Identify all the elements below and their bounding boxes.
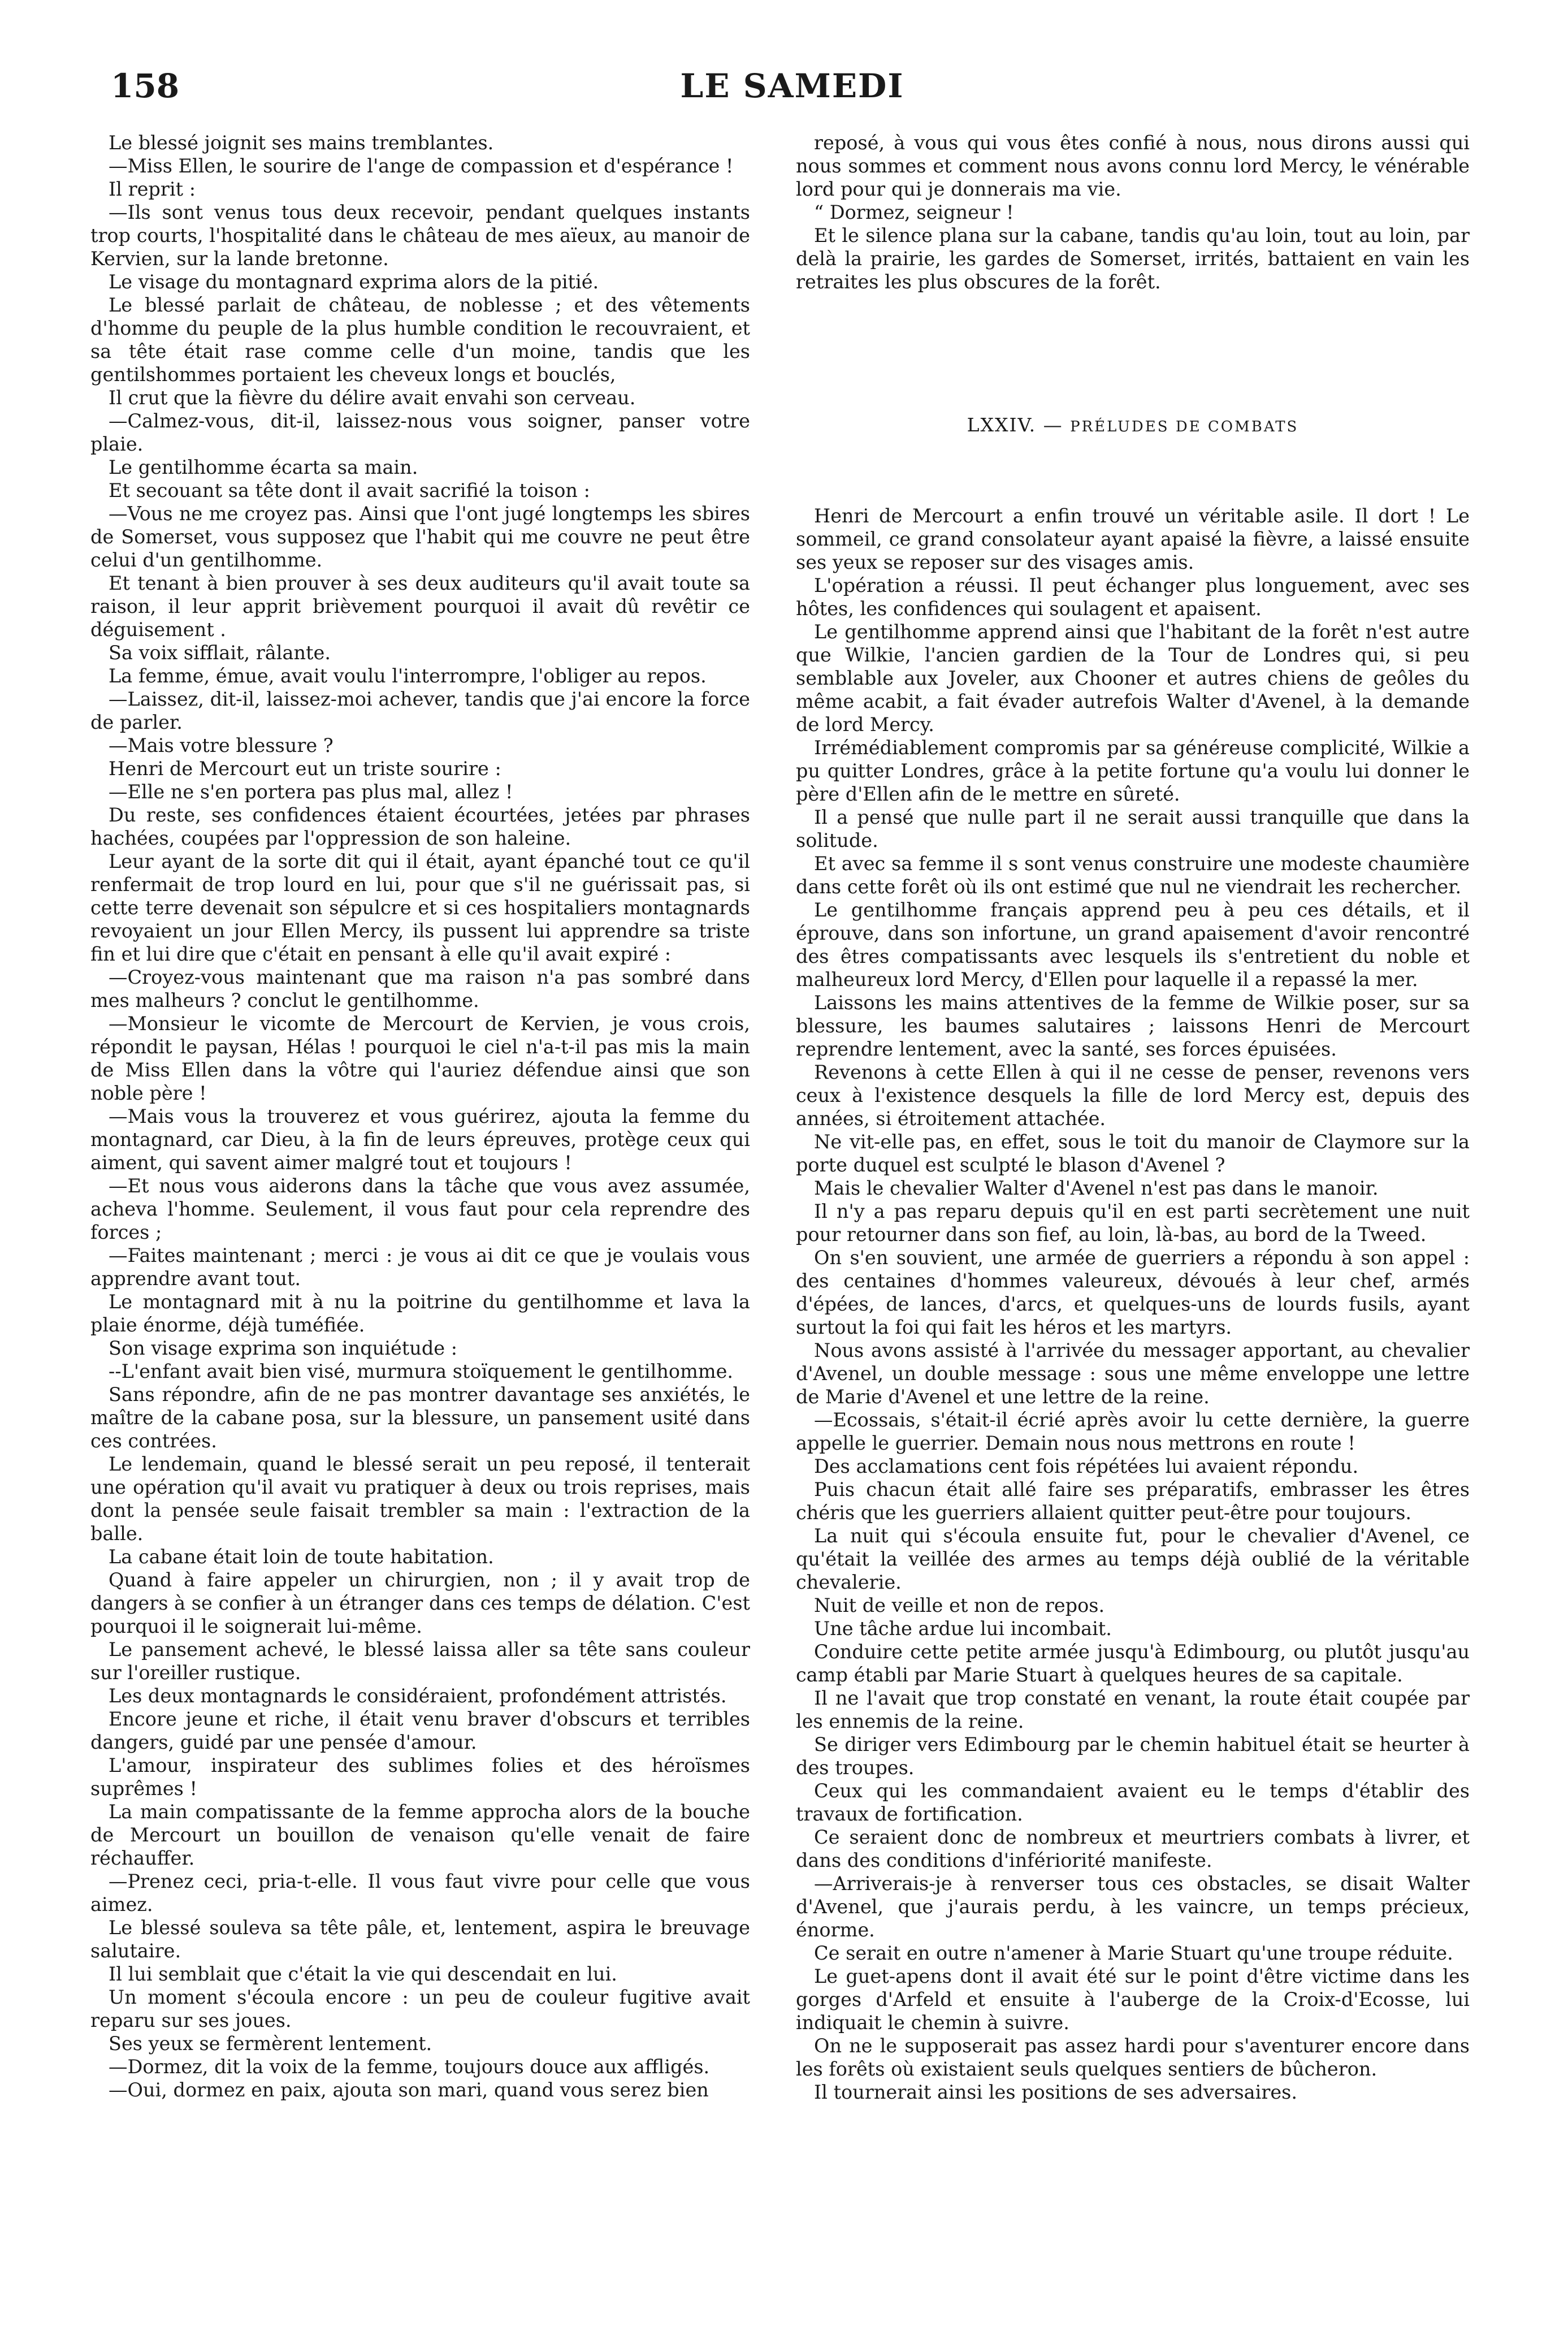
paragraph: Son visage exprima son inquiétude : [109,1337,458,1359]
paragraph: Il lui semblait que c'était la vie qui descendait en lui. [109,1963,617,1985]
paragraph: Une tâche ardue lui incombait. [814,1618,1112,1640]
paragraph: Quand à faire appeler un chirurgien, non ; il y avait trop de dangers à se confier à un étranger dans ces temps de délation. C'est pourquoi il le soignerait lui-même. [90,1569,750,1637]
paragraph: Henri de Mercourt eut un triste sourire : [109,758,501,780]
paragraph: —Elle ne s'en portera pas plus mal, allez ! [109,781,513,803]
paragraph: On ne le supposerait pas assez hardi pour s'aventurer encore dans les forêts où existaient seuls quelques sentiers de bûcheron. [796,2035,1470,2080]
paragraph: —Croyez-vous maintenant que ma raison n'a pas sombré dans mes malheurs ? conclut le gentilhomme. [90,966,750,1011]
paragraph: La nuit qui s'écoula ensuite fut, pour le chevalier d'Avenel, ce qu'était la veillée des armes au temps déjà oublié de la véritable chevalerie. [796,1525,1470,1593]
paragraph: Encore jeune et riche, il était venu braver d'obscurs et terribles dangers, guidé par une pensée d'amour. [90,1708,750,1753]
paragraph: Revenons à cette Ellen à qui il ne cesse de penser, revenons vers ceux à l'existence desquels la fille de lord Mercy est, depuis des années, si étroitement attachée. [796,1061,1470,1130]
paragraph: —Ils sont venus tous deux recevoir, pendant quelques instants trop courts, l'hospitalité dans le château de mes aïeux, au manoir de Kervien, sur la lande bretonne. [90,201,750,270]
paragraph: Le visage du montagnard exprima alors de la pitié. [109,271,599,293]
paragraph: —Vous ne me croyez pas. Ainsi que l'ont jugé longtemps les sbires de Somerset, vous supposez que l'habit qui me couvre ne peut être celui d'un gentilhomme. [90,503,750,571]
chapter-heading [796,414,1470,436]
paragraph: La femme, émue, avait voulu l'interrompre, l'obliger au repos. [109,665,707,687]
paragraph: Sa voix sifflait, râlante. [109,642,331,664]
paragraph: Et tenant à bien prouver à ses deux auditeurs qu'il avait toute sa raison, il leur apprit brièvement pourquoi il avait dû revêtir ce déguisement . [90,572,750,641]
paragraph: Henri de Mercourt a enfin trouvé un véritable asile. Il dort ! Le sommeil, ce grand consolateur ayant apaisé la fièvre, a laissé ensuite ses yeux se reposer sur des visages amis. [796,505,1470,573]
paragraph: —Laissez, dit-il, laissez-moi achever, tandis que j'ai encore la force de parler. [90,688,750,733]
paragraph: —Monsieur le vicomte de Mercourt de Kervien, je vous crois, répondit le paysan, Hélas ! pourquoi le ciel n'a-t-il pas mis la main de Miss Ellen dans la vôtre qui l'auriez défendue ainsi que son noble père ! [90,1013,750,1104]
left-text-column [90,131,750,2302]
paragraph: Ceux qui les commandaient avaient eu le temps d'établir des travaux de fortification. [796,1780,1470,1825]
paragraph: —Oui, dormez en paix, ajouta son mari, quand vous serez bien [109,2079,709,2101]
paragraph: Irrémédiablement compromis par sa généreuse complicité, Wilkie a pu quitter Londres, grâce à la petite fortune qu'a voulu lui donner le père d'Ellen afin de le mettre en sûreté. [796,737,1470,805]
paragraph: Il tournerait ainsi les positions de ses adversaires. [814,2081,1298,2103]
paragraph: —Calmez-vous, dit-il, laissez-nous vous soigner, panser votre plaie. [90,410,750,455]
paragraph: L'opération a réussi. Il peut échanger plus longuement, avec ses hôtes, les confidences qui soulagent et apaisent. [796,574,1470,620]
paragraph: —Arriverais-je à renverser tous ces obstacles, se disait Walter d'Avenel, que j'aurais perdu, à les vaincre, un temps précieux, énorme. [796,1873,1470,1941]
paragraph: Il ne l'avait que trop constaté en venant, la route était coupée par les ennemis de la reine. [796,1687,1470,1732]
paragraph: Il n'y a pas reparu depuis qu'il en est parti secrètement une nuit pour retourner dans son fief, au loin, là-bas, au bord de la Tweed. [796,1200,1470,1246]
paragraph: Le montagnard mit à nu la poitrine du gentilhomme et lava la plaie énorme, déjà tuméfiée. [90,1291,750,1336]
paragraph: Ne vit-elle pas, en effet, sous le toit du manoir de Claymore sur la porte duquel est sculpté le blason d'Avenel ? [796,1131,1470,1176]
paragraph: Un moment s'écoula encore : un peu de couleur fugitive avait reparu sur ses joues. [90,1986,750,2031]
paragraph: Le lendemain, quand le blessé serait un peu reposé, il tenterait une opération qu'il avait vu pratiquer à deux ou trois reprises, mais dont la pensée seule faisait trembler sa main : l'extraction de la balle. [90,1453,750,1545]
paragraph: —Dormez, dit la voix de la femme, toujours douce aux affligés. [109,2056,710,2078]
page-number: 158 [111,67,180,105]
paragraph: Le pansement achevé, le blessé laissa aller sa tête sans couleur sur l'oreiller rustique. [90,1638,750,1684]
paragraph: Sans répondre, afin de ne pas montrer davantage ses anxiétés, le maître de la cabane posa, sur la blessure, un pansement usité dans ces contrées. [90,1383,750,1452]
paragraph: Les deux montagnards le considéraient, profondément attristés. [109,1685,727,1707]
paragraph: Nuit de veille et non de repos. [814,1594,1105,1616]
page-header [111,67,1474,112]
paragraph: Le guet-apens dont il avait été sur le point d'être victime dans les gorges d'Arfeld et ensuite à l'auberge de la Croix-d'Ecosse, lui indiquait le chemin à suivre. [796,1965,1470,2034]
paragraph: Le gentilhomme apprend ainsi que l'habitant de la forêt n'est autre que Wilkie, l'ancien gardien de la Tour de Londres qui, si peu semblable aux Joveler, aux Chooner et autres chiens de geôles du même acabit, a fait évader autrefois Walter d'Avenel, à la demande de lord Mercy. [796,621,1470,736]
chapter-number: LXXIV. — [967,414,1063,436]
paragraph: Il reprit : [109,178,196,200]
paragraph: Il a pensé que nulle part il ne serait aussi tranquille que dans la solitude. [796,806,1470,851]
paragraph: Et avec sa femme il s sont venus construire une modeste chaumière dans cette forêt où ils ont estimé que nul ne viendrait les rechercher. [796,853,1470,898]
paragraph: Et secouant sa tête dont il avait sacrifié la toison : [109,479,590,501]
journal-title: LE SAMEDI [680,67,904,105]
paragraph: La cabane était loin de toute habitation. [109,1546,494,1568]
paragraph: —Ecossais, s'était-il écrié après avoir lu cette dernière, la guerre appelle le guerrier. Demain nous nous mettrons en route ! [796,1409,1470,1454]
paragraph: Le blessé parlait de château, de noblesse ; et des vêtements d'homme du peuple de la plus humble condition le recouvraient, et sa tête était rase comme celle d'un moine, tandis que les gentilshommes portaient les cheveux longs et bouclés, [90,294,750,386]
paragraph: Conduire cette petite armée jusqu'à Edimbourg, ou plutôt jusqu'au camp établi par Marie Stuart à quelques heures de sa capitale. [796,1641,1470,1686]
paragraph: La main compatissante de la femme approcha alors de la bouche de Mercourt un bouillon de venaison qu'elle venait de faire réchauffer. [90,1801,750,1869]
paragraph: Le blessé souleva sa tête pâle, et, lentement, aspira le breuvage salutaire. [90,1917,750,1962]
paragraph: Ce seraient donc de nombreux et meurtriers combats à livrer, et dans des conditions d'infériorité manifeste. [796,1826,1470,1871]
paragraph: Se diriger vers Edimbourg par le chemin habituel était se heurter à des troupes. [796,1733,1470,1779]
right-text-column-bottom [796,504,1470,2314]
paragraph: Le gentilhomme français apprend peu à peu ces détails, et il éprouve, dans son infortune, un grand apaisement d'avoir rencontré des êtres compatissants avec lesquels ils s'entretient du noble et malheureux lord Mercy, d'Ellen pour laquelle il a repassé la mer. [796,899,1470,991]
paragraph: —Mais vous la trouverez et vous guérirez, ajouta la femme du montagnard, car Dieu, à la fin de leurs épreuves, protège ceux qui aiment, qui savent aimer malgré tout et toujours ! [90,1105,750,1174]
paragraph: Ce serait en outre n'amener à Marie Stuart qu'une troupe réduite. [814,1942,1453,1964]
paragraph: Mais le chevalier Walter d'Avenel n'est pas dans le manoir. [814,1177,1379,1199]
paragraph: Ses yeux se fermèrent lentement. [109,2033,432,2055]
paragraph: —Faites maintenant ; merci : je vous ai dit ce que je voulais vous apprendre avant tout. [90,1244,750,1290]
paragraph: Nous avons assisté à l'arrivée du messager apportant, au chevalier d'Avenel, un double message : sous une même enveloppe une lettre de Marie d'Avenel et une lettre de la reine. [796,1339,1470,1408]
paragraph: Le blessé joignit ses mains tremblantes. [109,132,494,154]
chapter-title: PRÉLUDES DE COMBATS [1070,418,1299,435]
paragraph: reposé, à vous qui vous êtes confié à nous, nous dirons aussi qui nous sommes et comment nous avons connu lord Mercy, le vénérable lord pour qui je donnerais ma vie. [796,132,1470,200]
paragraph: Et le silence plana sur la cabane, tandis qu'au loin, tout au loin, par delà la prairie, les gardes de Somerset, irrités, battaient en vain les retraites les plus obscures de la forêt. [796,224,1470,293]
paragraph: “ Dormez, seigneur ! [814,201,1014,223]
paragraph: Du reste, ses confidences étaient écourtées, jetées par phrases hachées, coupées par l'oppression de son haleine. [90,804,750,849]
paragraph: On s'en souvient, une armée de guerriers a répondu à son appel : des centaines d'hommes valeureux, dévoués à leur chef, armés d'épées, de lances, d'arcs, et quelques-uns de lourds fusils, ayant surtout la foi qui fait les héros et les martyrs. [796,1247,1470,1338]
paragraph: —Et nous vous aiderons dans la tâche que vous avez assumée, acheva l'homme. Seulement, il vous faut pour cela reprendre des forces ; [90,1175,750,1243]
paragraph: L'amour, inspirateur des sublimes folies et des héroïsmes suprêmes ! [90,1754,750,1800]
paragraph: —Prenez ceci, pria-t-elle. Il vous faut vivre pour celle que vous aimez. [90,1870,750,1915]
paragraph: Leur ayant de la sorte dit qui il était, ayant épanché tout ce qu'il renfermait de trop lourd en lui, pour que s'il ne guérissait pas, si cette terre devenait son sépulcre et si ces hospitaliers montagnards revoyaient un jour Ellen Mercy, ils pussent lui apprendre sa triste fin et lui dire que c'était en pensant à elle qu'il avait expiré : [90,850,750,965]
paragraph: Puis chacun était allé faire ses préparatifs, embrasser les êtres chéris que les guerriers allaient quitter peut-être pour toujours. [796,1478,1470,1524]
paragraph: --L'enfant avait bien visé, murmura stoïquement le gentilhomme. [109,1360,734,1382]
paragraph: Il crut que la fièvre du délire avait envahi son cerveau. [109,387,636,409]
paragraph: —Miss Ellen, le sourire de l'ange de compassion et d'espérance ! [109,155,734,177]
paragraph: Le gentilhomme écarta sa main. [109,456,418,478]
paragraph: Des acclamations cent fois répétées lui avaient répondu. [814,1455,1359,1477]
paragraph: Laissons les mains attentives de la femme de Wilkie poser, sur sa blessure, les baumes salutaires ; laissons Henri de Mercourt reprendre lentement, avec la santé, ses forces épuisées. [796,992,1470,1060]
paragraph: —Mais votre blessure ? [109,734,333,756]
